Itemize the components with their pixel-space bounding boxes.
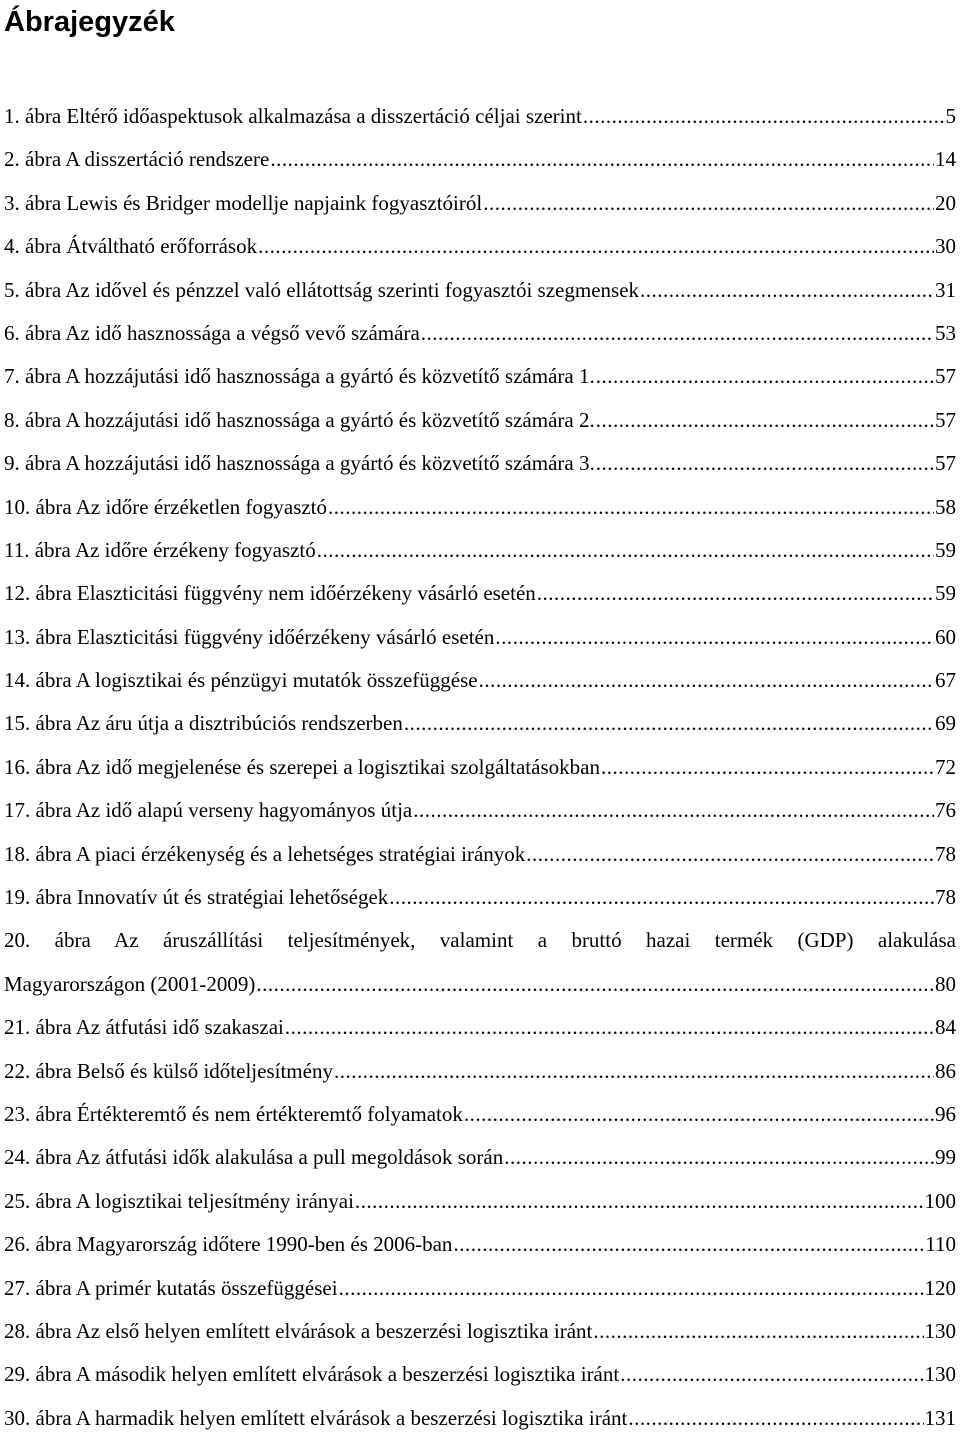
list-item-page-number: 31 <box>935 277 956 302</box>
list-item-page-number: 53 <box>935 320 956 345</box>
dot-leader <box>596 355 934 398</box>
list-item-page-number: 100 <box>924 1188 956 1213</box>
dot-leader <box>495 616 934 659</box>
list-item-page-number: 130 <box>924 1362 956 1387</box>
dot-leader <box>601 746 934 789</box>
list-item-label: 30. ábra A harmadik helyen említett elvárások a beszerzési logisztika iránt <box>4 1405 628 1430</box>
figure-list-item[interactable] <box>4 1310 956 1353</box>
figure-list-item[interactable] <box>4 399 956 442</box>
list-item-page-number: 78 <box>935 841 956 866</box>
list-item-page-number: 14 <box>935 147 956 172</box>
dot-leader <box>483 182 934 225</box>
figure-list-part-2 <box>4 1006 956 1440</box>
dot-leader <box>504 1136 934 1179</box>
figure-list-item[interactable] <box>4 1180 956 1223</box>
figure-list-item[interactable] <box>4 486 956 529</box>
list-item-page-number: 20 <box>935 190 956 215</box>
figure-list-item[interactable] <box>4 442 956 485</box>
list-item-label: 25. ábra A logisztikai teljesítmény irányai <box>4 1188 354 1213</box>
dot-leader <box>270 138 934 181</box>
dot-leader <box>537 572 934 615</box>
figure-list-item[interactable] <box>4 876 956 919</box>
figure-list-item[interactable] <box>4 746 956 789</box>
list-item-label: 24. ábra Az átfutási idők alakulása a pull megoldások során <box>4 1145 504 1170</box>
figure-list-item[interactable] <box>4 1267 956 1310</box>
list-item-label: 10. ábra Az időre érzéketlen fogyasztó <box>4 494 328 519</box>
figure-list-item[interactable] <box>4 1353 956 1396</box>
list-item-page-number: 60 <box>935 624 956 649</box>
list-item-page-number: 57 <box>935 451 956 476</box>
figure-list-item-20[interactable] <box>4 919 956 1006</box>
dot-leader <box>328 486 934 529</box>
figure-list-item[interactable] <box>4 616 956 659</box>
list-item-label: 5. ábra Az idővel és pénzzel való ellátottság szerinti fogyasztói szegmensek <box>4 277 640 302</box>
page-title: Ábrajegyzék <box>4 6 175 38</box>
dot-leader <box>628 1397 923 1440</box>
dot-leader <box>421 312 934 355</box>
dot-leader <box>256 963 934 1006</box>
list-item-label: 11. ábra Az időre érzékeny fogyasztó <box>4 537 316 562</box>
dot-leader <box>640 269 934 312</box>
dot-leader <box>596 399 934 442</box>
figure-list-item[interactable] <box>4 1050 956 1093</box>
dot-leader <box>355 1180 924 1223</box>
list-item-label: 8. ábra A hozzájutási idő hasznossága a gyártó és közvetítő számára 2. <box>4 407 595 432</box>
dot-leader <box>404 702 934 745</box>
list-item-page-number: 67 <box>935 668 956 693</box>
dot-leader <box>258 225 934 268</box>
figure-list-item[interactable] <box>4 355 956 398</box>
list-item-label: 18. ábra A piaci érzékenység és a lehetséges stratégiai irányok <box>4 841 526 866</box>
list-item-page-number: 120 <box>924 1275 956 1300</box>
list-item-label: 21. ábra Az átfutási idő szakaszai <box>4 1015 284 1040</box>
list-item-page-number: 69 <box>935 711 956 736</box>
list-item-label: 13. ábra Elaszticitási függvény időérzékeny vásárló esetén <box>4 624 495 649</box>
list-item-label: 15. ábra Az áru útja a disztribúciós rendszerben <box>4 711 403 736</box>
dot-leader <box>317 529 934 572</box>
dot-leader <box>453 1223 924 1266</box>
dot-leader <box>413 789 934 832</box>
list-item-page-number: 80 <box>935 971 956 996</box>
list-item-page-number: 59 <box>935 581 956 606</box>
dot-leader <box>596 442 934 485</box>
figure-list-item[interactable] <box>4 659 956 702</box>
list-item-label: 23. ábra Értékteremtő és nem értékteremtő folyamatok <box>4 1101 463 1126</box>
list-item-page-number: 76 <box>935 798 956 823</box>
list-item-page-number: 84 <box>935 1015 956 1040</box>
figure-list-item[interactable] <box>4 1223 956 1266</box>
list-item-page-number: 78 <box>935 885 956 910</box>
figure-list-item[interactable] <box>4 1136 956 1179</box>
list-item-label: 17. ábra Az idő alapú verseny hagyományos útja <box>4 798 413 823</box>
figure-list-item[interactable] <box>4 312 956 355</box>
list-item-second-line <box>4 963 956 1006</box>
list-item-label: 22. ábra Belső és külső időteljesítmény <box>4 1058 333 1083</box>
figure-list-item[interactable] <box>4 833 956 876</box>
list-item-page-number: 130 <box>924 1318 956 1343</box>
figure-list-part-1 <box>4 95 956 919</box>
figure-list-item[interactable] <box>4 702 956 745</box>
list-item-label: 12. ábra Elaszticitási függvény nem időérzékeny vásárló esetén <box>4 581 536 606</box>
list-item-page-number: 30 <box>935 234 956 259</box>
dot-leader <box>285 1006 934 1049</box>
figure-list-item[interactable] <box>4 1006 956 1049</box>
list-item-label-line-1: 20. ábra Az áruszállítási teljesítmények, valamint a bruttó hazai termék (GDP) alakulása <box>4 928 956 953</box>
list-item-page-number: 86 <box>935 1058 956 1083</box>
list-item-page-number: 110 <box>925 1232 956 1257</box>
list-item-label: 29. ábra A második helyen említett elvárások a beszerzési logisztika iránt <box>4 1362 620 1387</box>
figure-list-item[interactable] <box>4 789 956 832</box>
dot-leader <box>339 1267 924 1310</box>
list-item-label: 1. ábra Eltérő időaspektusok alkalmazása a disszertáció céljai szerint <box>4 103 582 128</box>
list-item-page-number: 58 <box>935 494 956 519</box>
list-item-label: 19. ábra Innovatív út és stratégiai lehetőségek <box>4 885 389 910</box>
figure-list-item[interactable] <box>4 572 956 615</box>
dot-leader <box>464 1093 934 1136</box>
list-item-label: 9. ábra A hozzájutási idő hasznossága a gyártó és közvetítő számára 3. <box>4 451 595 476</box>
list-item-label: 14. ábra A logisztikai és pénzügyi mutatók összefüggése <box>4 668 478 693</box>
dot-leader <box>389 876 934 919</box>
list-item-label: 7. ábra A hozzájutási idő hasznossága a gyártó és közvetítő számára 1. <box>4 364 595 389</box>
figure-list-item[interactable] <box>4 529 956 572</box>
figure-list-item[interactable] <box>4 182 956 225</box>
list-item-label: 27. ábra A primér kutatás összefüggései <box>4 1275 338 1300</box>
list-item-page-number: 59 <box>935 537 956 562</box>
list-item-page-number: 57 <box>935 407 956 432</box>
figure-list <box>4 95 956 1440</box>
list-item-label: 4. ábra Átváltható erőforrások <box>4 234 258 259</box>
figure-list-item[interactable] <box>4 225 956 268</box>
list-item-page-number: 72 <box>935 754 956 779</box>
figure-list-item[interactable] <box>4 1093 956 1136</box>
dot-leader <box>583 95 945 138</box>
list-item-label-line-2: Magyarországon (2001-2009) <box>4 971 256 996</box>
list-item-label: 3. ábra Lewis és Bridger modellje napjaink fogyasztóiról <box>4 190 483 215</box>
list-item-label: 26. ábra Magyarország időtere 1990-ben és 2006-ban <box>4 1232 453 1257</box>
figure-list-item[interactable] <box>4 138 956 181</box>
list-item-page-number: 5 <box>945 103 956 128</box>
list-item-label: 2. ábra A disszertáció rendszere <box>4 147 270 172</box>
dot-leader <box>479 659 934 702</box>
list-item-label: 28. ábra Az első helyen említett elvárások a beszerzési logisztika iránt <box>4 1318 593 1343</box>
dot-leader <box>334 1050 934 1093</box>
dot-leader <box>526 833 934 876</box>
list-item-label: 16. ábra Az idő megjelenése és szerepei a logisztikai szolgáltatásokban <box>4 754 600 779</box>
figure-list-item[interactable] <box>4 95 956 138</box>
figure-list-item[interactable] <box>4 269 956 312</box>
dot-leader <box>620 1353 923 1396</box>
figure-list-item[interactable] <box>4 1397 956 1440</box>
list-item-label: 6. ábra Az idő hasznossága a végső vevő számára <box>4 320 420 345</box>
list-item-page-number: 96 <box>935 1101 956 1126</box>
dot-leader <box>593 1310 923 1353</box>
list-item-page-number: 131 <box>924 1405 956 1430</box>
list-item-page-number: 99 <box>935 1145 956 1170</box>
list-item-page-number: 57 <box>935 364 956 389</box>
